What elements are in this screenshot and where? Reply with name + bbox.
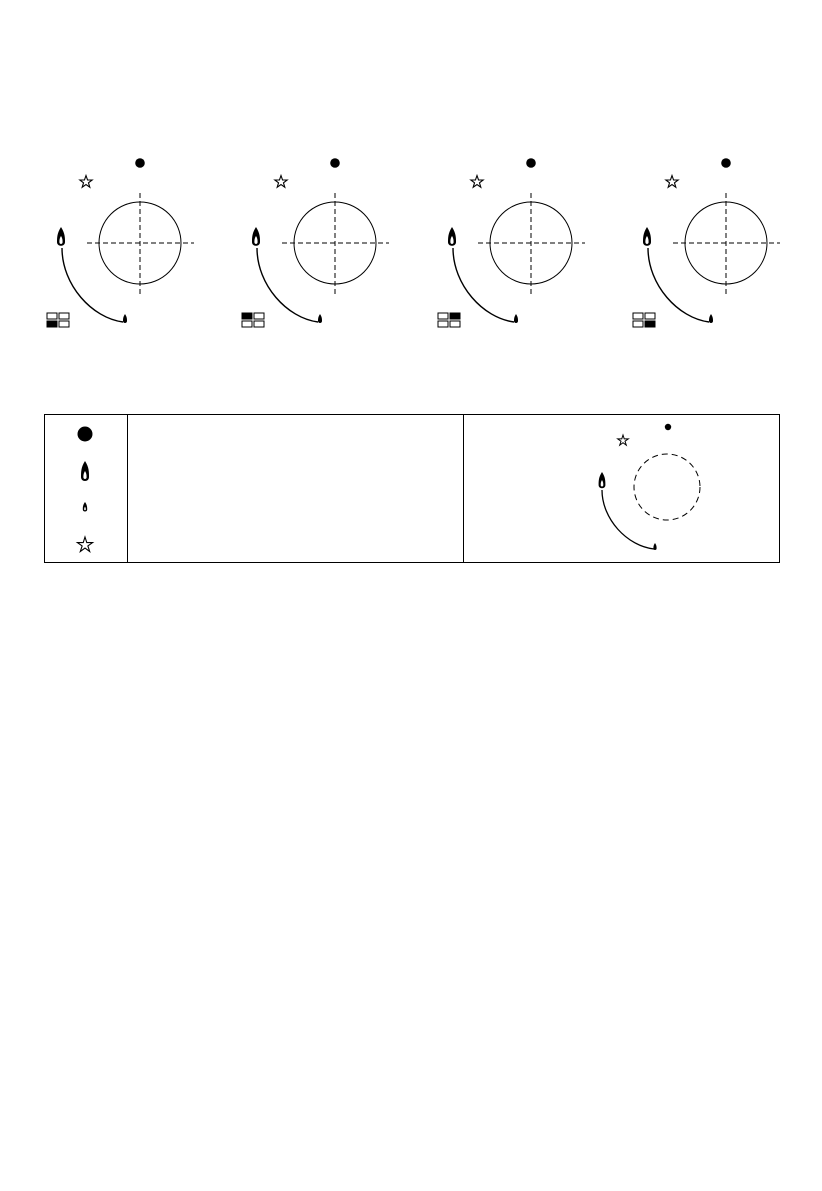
star-icon [471, 176, 483, 188]
large-flame-icon [448, 227, 456, 246]
legend-diagram-cell [464, 415, 780, 563]
zone-cell [47, 313, 57, 319]
star-icon [275, 176, 287, 188]
burner-zone-grid-icon [633, 313, 655, 327]
small-flame-icon [653, 543, 656, 550]
zone-cell [633, 313, 643, 319]
burner-zone-grid-icon [438, 313, 460, 327]
zone-cell [242, 321, 252, 327]
zone-cell [645, 313, 655, 319]
off-position-dot [665, 424, 671, 430]
knob-2 [242, 158, 389, 327]
burner-zone-grid-icon [47, 313, 69, 327]
rotation-arc [648, 248, 709, 322]
star-icon [77, 537, 92, 551]
zone-cell [438, 321, 448, 327]
star-icon [666, 176, 678, 188]
off-position-dot [135, 158, 145, 168]
dashed-knob-outline [634, 454, 700, 520]
zone-cell-active [450, 313, 460, 319]
large-flame-icon [57, 227, 65, 246]
small-flame-icon [83, 502, 87, 512]
zone-cell [438, 313, 448, 319]
knob-1 [47, 158, 194, 327]
zone-cell [450, 321, 460, 327]
control-knob-panel [0, 0, 822, 400]
rotation-arc [257, 248, 318, 322]
star-icon [80, 176, 92, 188]
off-position-dot [330, 158, 340, 168]
legend-symbol-column [45, 415, 128, 563]
zone-cell [59, 321, 69, 327]
zone-cell [633, 321, 643, 327]
small-flame-icon [709, 314, 713, 323]
rotation-arc [453, 248, 514, 322]
knob-3 [438, 158, 585, 327]
symbol-legend-table [44, 414, 780, 563]
off-position-dot [526, 158, 536, 168]
small-flame-icon [318, 314, 322, 323]
zone-cell-active [645, 321, 655, 327]
star-icon [618, 435, 629, 445]
off-position-dot [721, 158, 731, 168]
filled-circle-icon [78, 426, 93, 441]
knob-4 [633, 158, 780, 327]
large-flame-icon [643, 227, 651, 246]
large-flame-icon [599, 472, 606, 488]
rotation-arc [62, 248, 123, 322]
zone-cell [59, 313, 69, 319]
small-flame-icon [123, 314, 127, 323]
small-flame-icon [514, 314, 518, 323]
zone-cell-active [242, 313, 252, 319]
zone-cell [254, 321, 264, 327]
legend-description-cell [128, 415, 464, 563]
large-flame-icon [252, 227, 260, 246]
large-flame-icon [81, 461, 89, 481]
zone-cell-active [47, 321, 57, 327]
rotation-arc [602, 490, 654, 549]
burner-zone-grid-icon [242, 313, 264, 327]
zone-cell [254, 313, 264, 319]
